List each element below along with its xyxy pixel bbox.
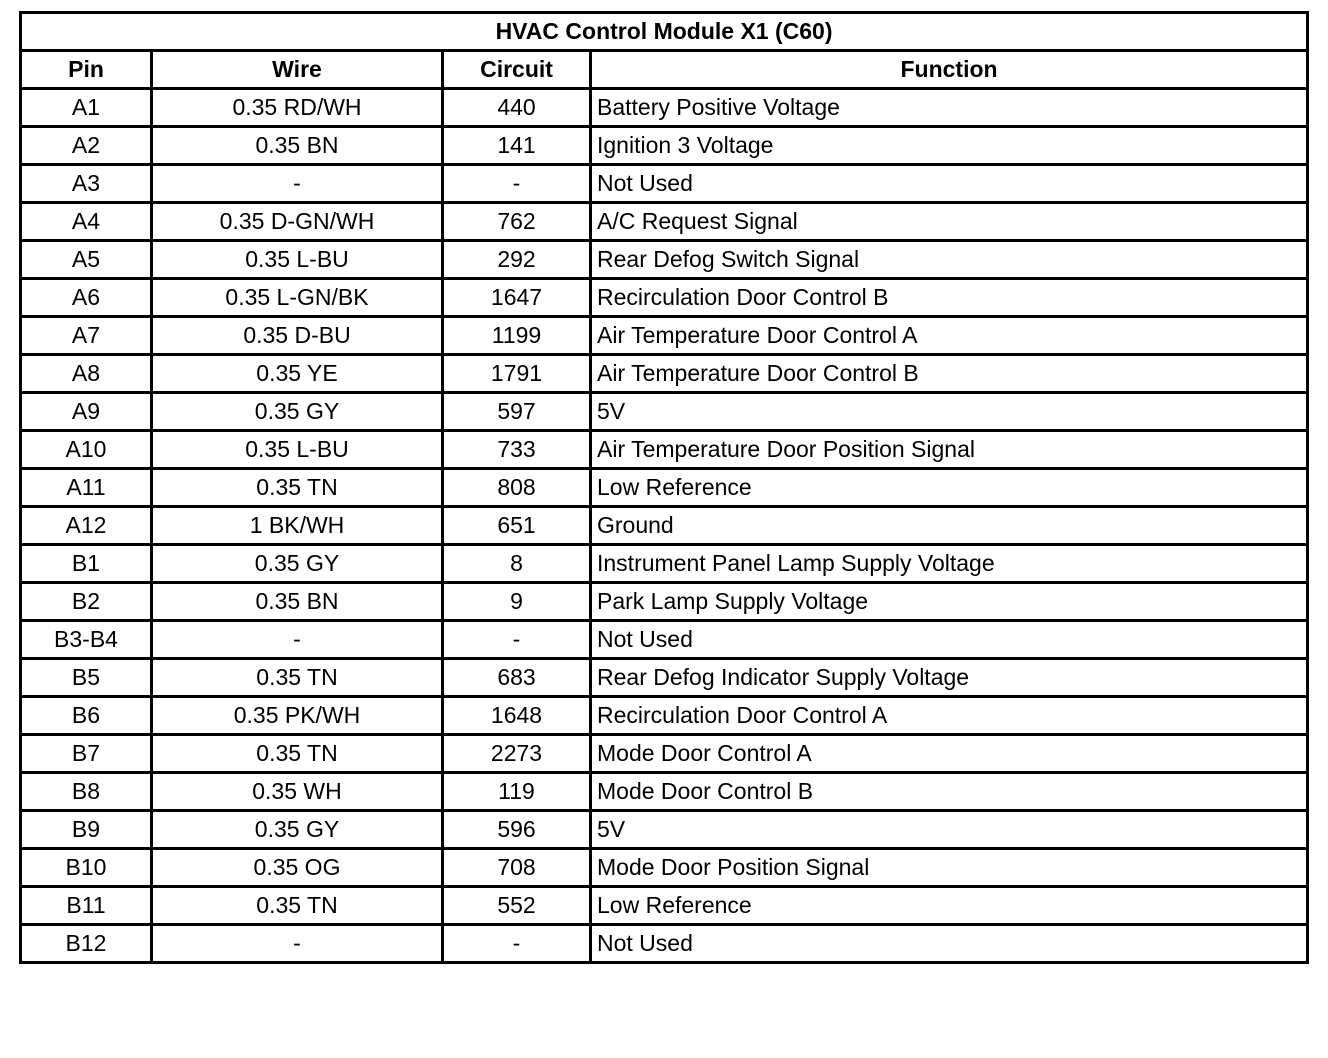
table-title: HVAC Control Module X1 (C60) [21,13,1308,51]
cell-function: 5V [591,393,1308,431]
cell-pin: B7 [21,735,152,773]
cell-pin: A6 [21,279,152,317]
cell-function: Air Temperature Door Position Signal [591,431,1308,469]
cell-pin: A1 [21,89,152,127]
cell-pin: A7 [21,317,152,355]
cell-pin: B9 [21,811,152,849]
table-row [21,621,1308,659]
cell-function: Ground [591,507,1308,545]
cell-circuit: 141 [443,127,591,165]
cell-wire: 0.35 D-GN/WH [152,203,443,241]
cell-wire: - [152,621,443,659]
table-row [21,925,1308,963]
cell-wire: 0.35 OG [152,849,443,887]
table-row [21,697,1308,735]
cell-function: Not Used [591,165,1308,203]
cell-pin: B12 [21,925,152,963]
cell-function: Not Used [591,925,1308,963]
cell-function: Low Reference [591,469,1308,507]
cell-circuit: 1648 [443,697,591,735]
cell-circuit: 2273 [443,735,591,773]
cell-circuit: - [443,165,591,203]
table-row [21,659,1308,697]
column-header-function: Function [591,51,1308,89]
cell-wire: 0.35 RD/WH [152,89,443,127]
cell-circuit: 292 [443,241,591,279]
cell-wire: 0.35 TN [152,469,443,507]
cell-circuit: - [443,621,591,659]
cell-pin: B1 [21,545,152,583]
cell-circuit: 733 [443,431,591,469]
cell-wire: 0.35 PK/WH [152,697,443,735]
cell-function: Recirculation Door Control B [591,279,1308,317]
cell-pin: A4 [21,203,152,241]
cell-pin: B2 [21,583,152,621]
cell-function: Mode Door Position Signal [591,849,1308,887]
table-header-row [21,51,1308,89]
cell-function: Rear Defog Indicator Supply Voltage [591,659,1308,697]
cell-circuit: 596 [443,811,591,849]
cell-wire: 0.35 GY [152,545,443,583]
cell-pin: A2 [21,127,152,165]
cell-wire: 0.35 GY [152,811,443,849]
table-row [21,203,1308,241]
cell-circuit: 1647 [443,279,591,317]
cell-circuit: 119 [443,773,591,811]
cell-pin: A12 [21,507,152,545]
cell-wire: 0.35 GY [152,393,443,431]
cell-circuit: 1791 [443,355,591,393]
cell-pin: A3 [21,165,152,203]
table-row [21,469,1308,507]
table-row [21,811,1308,849]
table-row [21,279,1308,317]
connector-pinout-table [19,11,1309,964]
cell-circuit: 8 [443,545,591,583]
cell-pin: A11 [21,469,152,507]
cell-function: A/C Request Signal [591,203,1308,241]
cell-circuit: - [443,925,591,963]
table-row [21,241,1308,279]
cell-function: Air Temperature Door Control A [591,317,1308,355]
column-header-wire: Wire [152,51,443,89]
cell-circuit: 708 [443,849,591,887]
column-header-pin: Pin [21,51,152,89]
cell-function: Recirculation Door Control A [591,697,1308,735]
table-row [21,583,1308,621]
table-row [21,165,1308,203]
table-body [21,89,1308,963]
cell-circuit: 597 [443,393,591,431]
cell-wire: 0.35 L-BU [152,241,443,279]
cell-function: Air Temperature Door Control B [591,355,1308,393]
cell-function: Ignition 3 Voltage [591,127,1308,165]
cell-wire: 0.35 TN [152,735,443,773]
table-row [21,89,1308,127]
cell-function: 5V [591,811,1308,849]
table-row [21,849,1308,887]
cell-function: Instrument Panel Lamp Supply Voltage [591,545,1308,583]
column-header-circuit: Circuit [443,51,591,89]
table-row [21,355,1308,393]
cell-circuit: 440 [443,89,591,127]
cell-wire: - [152,165,443,203]
table-row [21,887,1308,925]
cell-pin: A8 [21,355,152,393]
cell-wire: - [152,925,443,963]
cell-function: Mode Door Control A [591,735,1308,773]
cell-pin: B3-B4 [21,621,152,659]
cell-wire: 0.35 D-BU [152,317,443,355]
cell-pin: B6 [21,697,152,735]
cell-wire: 0.35 WH [152,773,443,811]
cell-wire: 1 BK/WH [152,507,443,545]
table-row [21,545,1308,583]
cell-pin: B11 [21,887,152,925]
cell-pin: A9 [21,393,152,431]
cell-function: Rear Defog Switch Signal [591,241,1308,279]
cell-wire: 0.35 L-BU [152,431,443,469]
cell-function: Park Lamp Supply Voltage [591,583,1308,621]
cell-circuit: 1199 [443,317,591,355]
cell-function: Mode Door Control B [591,773,1308,811]
cell-pin: B8 [21,773,152,811]
cell-wire: 0.35 TN [152,887,443,925]
cell-pin: B10 [21,849,152,887]
cell-wire: 0.35 TN [152,659,443,697]
cell-wire: 0.35 BN [152,583,443,621]
cell-circuit: 808 [443,469,591,507]
cell-circuit: 9 [443,583,591,621]
cell-function: Battery Positive Voltage [591,89,1308,127]
table-row [21,773,1308,811]
cell-wire: 0.35 BN [152,127,443,165]
table-row [21,431,1308,469]
cell-pin: B5 [21,659,152,697]
table-row [21,127,1308,165]
cell-circuit: 552 [443,887,591,925]
table-title-row [21,13,1308,51]
table-row [21,735,1308,773]
table-row [21,507,1308,545]
cell-circuit: 683 [443,659,591,697]
cell-pin: A5 [21,241,152,279]
cell-function: Not Used [591,621,1308,659]
cell-circuit: 651 [443,507,591,545]
table-row [21,317,1308,355]
cell-pin: A10 [21,431,152,469]
table-row [21,393,1308,431]
cell-wire: 0.35 L-GN/BK [152,279,443,317]
cell-circuit: 762 [443,203,591,241]
cell-function: Low Reference [591,887,1308,925]
cell-wire: 0.35 YE [152,355,443,393]
